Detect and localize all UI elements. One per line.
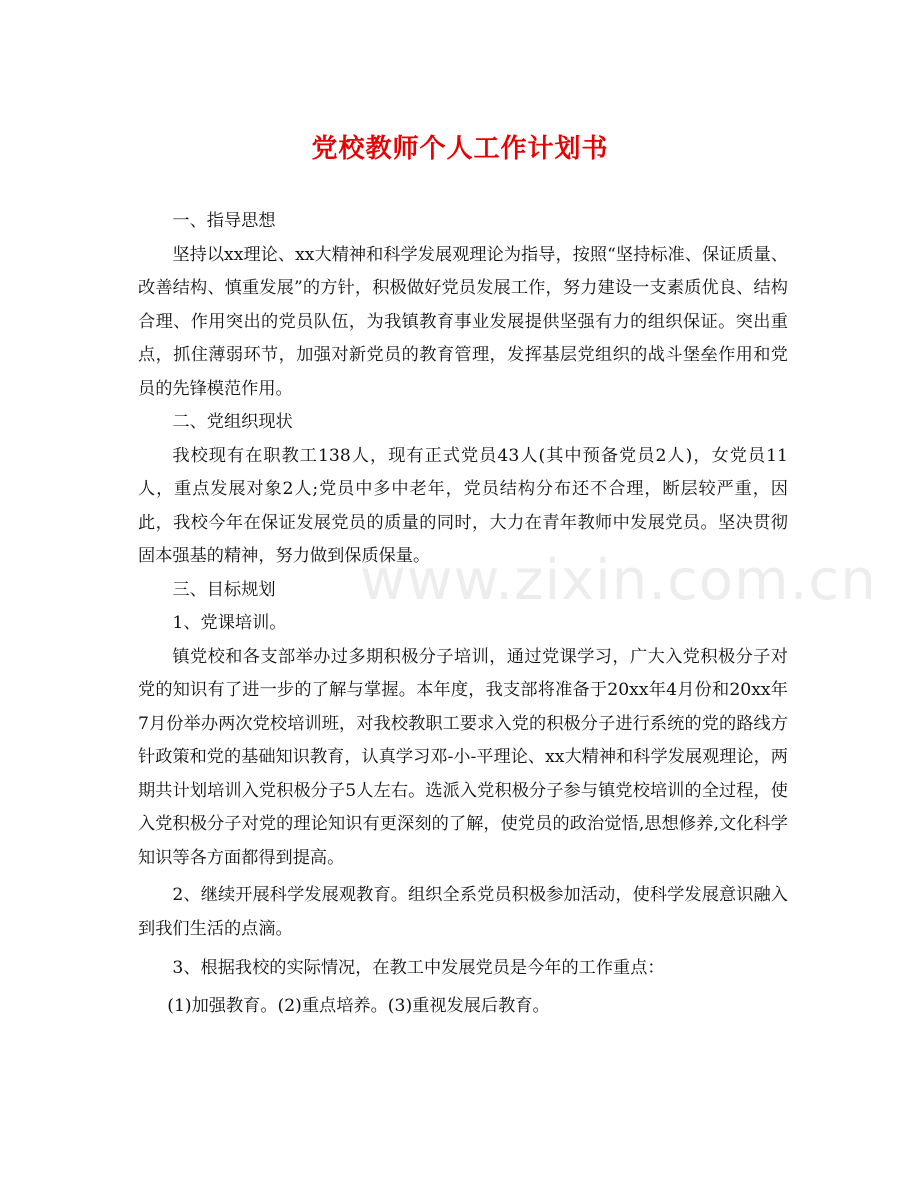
document-body: [138, 205, 788, 1023]
paragraph-work-focus: 3、根据我校的实际情况，在教工中发展党员是今年的工作重点：: [172, 958, 665, 978]
subheading-party-training: 1、党课培训。: [172, 613, 287, 633]
document-title: 党校教师个人工作计划书: [311, 134, 609, 164]
section-heading-guiding-thought: 一、指导思想: [172, 211, 276, 231]
paragraph-party-status: 我校现有在职教工138人，现有正式党员43人(其中预备党员2人)，女党员11人，重点发展对象2人;党员中多中老年，党员结构分布还不合理，断层较严重，因此，我校今年在保证发展党员的质量的同时，大力在青年教师中发展党员。坚决贯彻固本强基的精神，努力做到保质保量。: [138, 445, 788, 566]
paragraph-measures: (1)加强教育。(2)重点培养。(3)重视发展后教育。: [167, 995, 550, 1016]
paragraph-science-education: 2、继续开展科学发展观教育。组织全系党员积极参加活动，使科学发展意识融入到我们生活的点滴。: [138, 885, 788, 939]
watermark: www.zixin.com.cn: [360, 548, 877, 613]
section-heading-goals: 三、目标规划: [172, 579, 276, 600]
paragraph-guiding-thought: 坚持以xx理论、xx大精神和科学发展观理论为指导，按照“坚持标准、保证质量、改善结构、慎重发展”的方针，积极做好党员发展工作，努力建设一支素质优良、结构合理、作用突出的党员队伍，为我镇教育事业发展提供坚强有力的组织保证。突出重点，抓住薄弱环节，加强对新党员的教育管理，发挥基层党组织的战斗堡垒作用和党员的先锋模范作用。: [138, 244, 788, 399]
section-heading-party-status: 二、党组织现状: [172, 412, 293, 432]
paragraph-party-training: 镇党校和各支部举办过多期积极分子培训，通过党课学习，广大入党积极分子对党的知识有了进一步的了解与掌握。本年度，我支部将准备于20xx年4月份和20xx年7月份举办两次党校培训班，对我校教职工要求入党的积极分子进行系统的党的路线方针政策和党的基础知识教育，认真学习邓-小-平理论、xx大精神和科学发展观理论，两期共计划培训入党积极分子5人左右。选派入党积极分子参与镇党校培训的全过程，使入党积极分子对党的理论知识有更深刻的了解，使党员的政治觉悟,思想修养,文化科学知识等各方面都得到提高。: [138, 646, 788, 868]
